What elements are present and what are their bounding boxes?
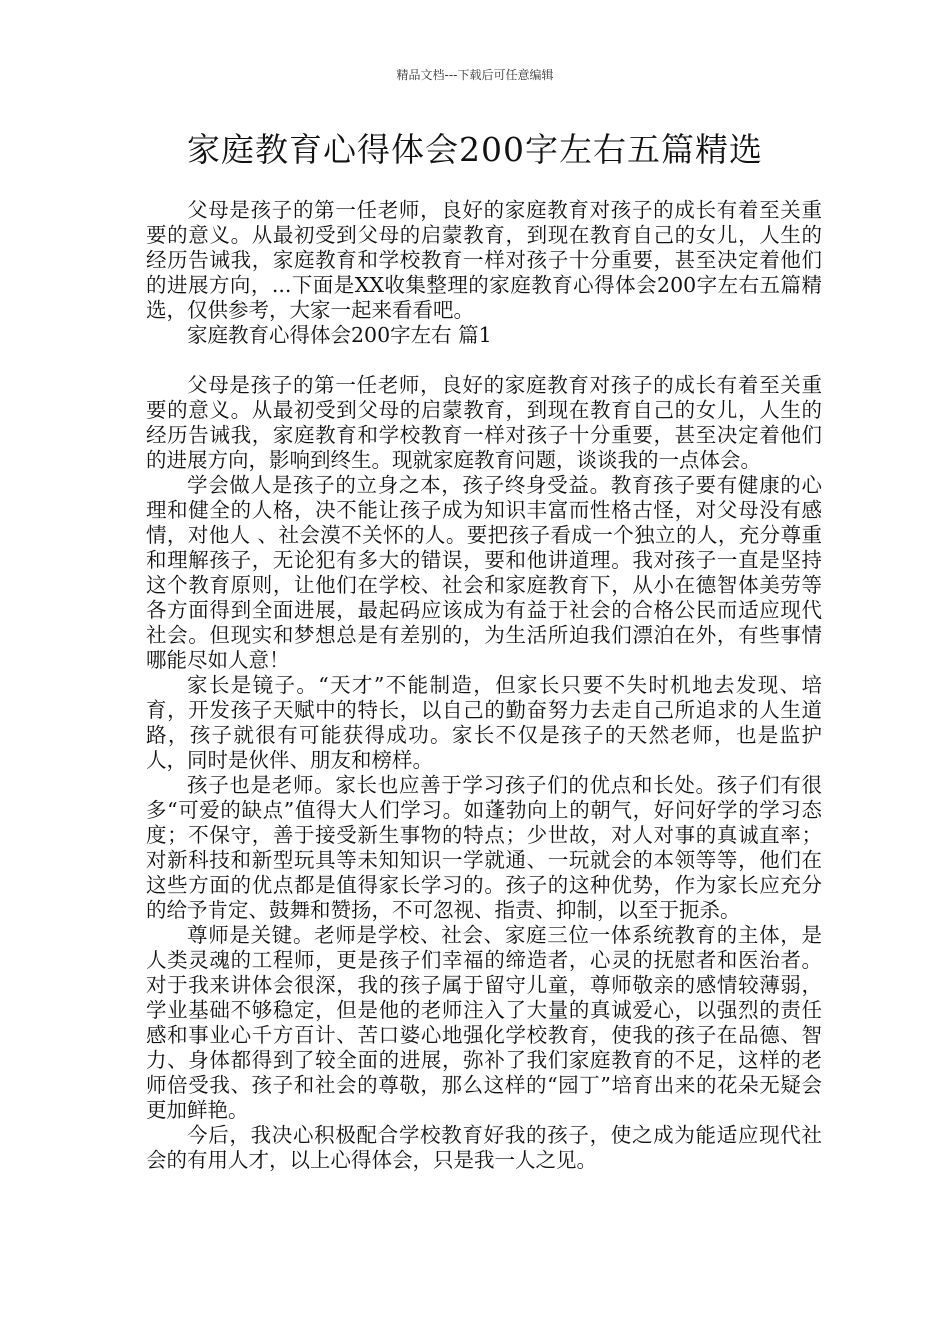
body-paragraph: 尊师是关键。老师是学校、社会、家庭三位一体系统教育的主体，是人类灵魂的工程师，更是孩子们幸福的缔造者，心灵的抚慰者和医治者。对于我来讲体会很深，我的孩子属于留守儿童，尊师敬亲的感情较薄弱，学业基础不够稳定，但是他的老师注入了大量的真诚爱心，以强烈的责任感和事业心千方百计、苦口婆心地强化学校教育，使我的孩子在品德、智力、身体都得到了较全面的进展，弥补了我们家庭教育的不足，这样的老师倍受我、孩子和社会的尊敬，那么这样的“园丁”培育出来的花朵无疑会更加鲜艳。 xyxy=(146,923,822,1122)
intro-paragraph: 父母是孩子的第一任老师，良好的家庭教育对孩子的成长有着至关重要的意义。从最初受到父母的启蒙教育，到现在教育自己的女儿，人生的经历告诫我，家庭教育和学校教育一样对孩子十分重要，甚至决定着他们的进展方向，...下面是XX收集整理的家庭教育心得体会200字左右五篇精选，仅供参考，大家一起来看看吧。 xyxy=(146,198,822,322)
body-paragraph: 学会做人是孩子的立身之本，孩子终身受益。教育孩子要有健康的心理和健全的人格，决不能让孩子成为知识丰富而性格古怪，对父母没有感情，对他人 、社会漠不关怀的人。要把孩子看成一个独立的人，充分尊重和理解孩子，无论犯有多大的错误，要和他讲道理。我对孩子一直是坚持这个教育原则，让他们在学校、社会和家庭教育下，从小在德智体美劳等各方面得到全面进展，最起码应该成为有益于社会的合格公民而适应现代社会。但现实和梦想总是有差别的，为生活所迫我们漂泊在外，有些事情哪能尽如人意！ xyxy=(146,473,822,672)
document-body xyxy=(146,198,822,1173)
body-paragraph: 家长是镜子。“天才”不能制造，但家长只要不失时机地去发现、培育，开发孩子天赋中的特长，以自己的勤奋努力去走自己所追求的人生道路，孩子就很有可能获得成功。家长不仅是孩子的天然老师，也是监护人，同时是伙伴、朋友和榜样。 xyxy=(146,673,822,772)
body-paragraph: 今后，我决心积极配合学校教育好我的孩子，使之成为能适应现代社会的有用人才，以上心得体会，只是我一人之见。 xyxy=(146,1123,822,1172)
body-paragraph: 孩子也是老师。家长也应善于学习孩子们的优点和长处。孩子们有很多“可爱的缺点”值得大人们学习。如蓬勃向上的朝气，好问好学的学习态度；不保守，善于接受新生事物的特点；少世故，对人对事的真诚直率；对新科技和新型玩具等未知知识一学就通、一玩就会的本领等等，他们在这些方面的优点都是值得家长学习的。孩子的这种优势，作为家长应充分的给予肯定、鼓舞和赞扬，不可忽视、指责、抑制，以至于扼杀。 xyxy=(146,773,822,922)
section-heading: 家庭教育心得体会200字左右 篇1 xyxy=(187,323,492,347)
document-title: 家庭教育心得体会200字左右五篇精选 xyxy=(187,130,763,169)
page-header: 精品文档---下载后可任意编辑 xyxy=(396,68,554,82)
body-paragraph: 父母是孩子的第一任老师，良好的家庭教育对孩子的成长有着至关重要的意义。从最初受到父母的启蒙教育，到现在教育自己的女儿，人生的经历告诫我，家庭教育和学校教育一样对孩子十分重要，甚至决定着他们的进展方向，影响到终生。现就家庭教育问题，谈谈我的一点体会。 xyxy=(146,373,822,472)
